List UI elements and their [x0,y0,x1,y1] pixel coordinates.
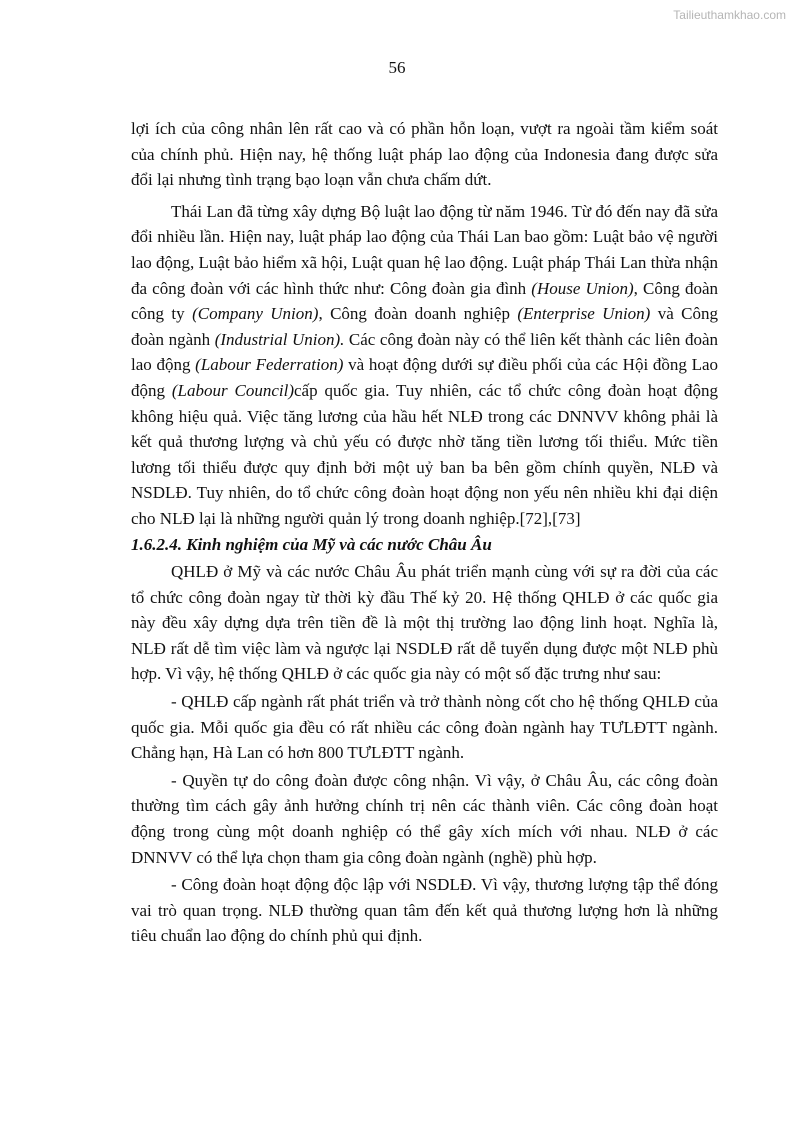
text-span: , Công đoàn công ty [131,278,719,324]
text-span: và Công đoàn ngành [131,304,718,349]
text-span: cấp quốc gia. Tuy nhiên, các tổ chức công đoàn hoạt động không hiệu quả. Việc tăng lương của hầu hết NLĐ trong các DNNVV không phải là kết quả thương lượng và chủ yếu có được nhờ tăng tiền lương tối thiểu. Mức tiền lương tối thiểu được quy định bởi một uỷ ban ba bên gồm chính quyền, NLĐ và NSDLĐ. Tuy nhiên, do tổ chức công đoàn hoạt động non yếu nên nhiều khi đại diện cho NLĐ lại là những người quản lý trong doanh nghiệp.[72],[73] [131,380,718,528]
list-item: - Quyền tự do công đoàn được công nhận. Vì vậy, ở Châu Âu, các công đoàn thường tìm cách gây ảnh hưởng chính trị nên các thành viên. Các công đoàn hoạt động trong cùng một doanh nghiệp có thể gây xích mích với nhau. NLĐ ở các DNNVV có thể lựa chọn tham gia công đoàn ngành (nghề) phù hợp. [131,770,718,867]
document-body [131,116,718,949]
section-heading: 1.6.2.4. Kinh nghiệm của Mỹ và các nước Châu Âu [131,534,492,554]
term-labour-federation: (Labour Federration) [195,355,344,375]
text-span: Các công đoàn này có thể liên kết thành các liên đoàn lao động [131,329,718,375]
list-item: - Công đoàn hoạt động độc lập với NSDLĐ. Vì vậy, thương lượng tập thể đóng vai trò quan trọng. NLĐ thường quan tâm đến kết quả thương lượng hơn là những tiêu chuẩn lao động do chính phủ qui định. [131,875,718,946]
paragraph-us-europe: QHLĐ ở Mỹ và các nước Châu Âu phát triển mạnh cùng với sự ra đời của các tổ chức công đoàn ngay từ thời kỳ đầu Thế kỷ 20. Hệ thống QHLĐ ở các quốc gia này đều xây dựng dựa trên tiền đề là một thị trường lao động linh hoạt. Nghĩa là, NLĐ rất dễ tìm việc làm và ngược lại NSDLĐ rất dễ tuyển dụng được một NLĐ phù hợp. Vì vậy, hệ thống QHLĐ ở các quốc gia này có một số đặc trưng như sau: [131,562,718,684]
term-labour-council: (Labour Council) [171,380,295,400]
paragraph-thailand [131,199,718,532]
page-number: 56 [388,58,406,77]
term-house-union: (House Union) [531,278,634,298]
list-item: - QHLĐ cấp ngành rất phát triển và trở thành nòng cốt cho hệ thống QHLĐ của quốc gia. Mỗi quốc gia đều có rất nhiều các công đoàn ngành hay TƯLĐTT ngành. Chẳng hạn, Hà Lan có hơn 800 TƯLĐTT ngành. [131,692,718,763]
paragraph-indonesia: lợi ích của công nhân lên rất cao và có phần hỗn loạn, vượt ra ngoài tầm kiểm soát của chính phủ. Hiện nay, hệ thống luật pháp lao động của Indonesia đang được sửa đổi lại nhưng tình trạng bạo loạn vẫn chưa chấm dứt. [131,119,718,190]
text-span: và hoạt động dưới sự điều phối của các Hội đồng Lao động [131,355,719,400]
term-enterprise-union: (Enterprise Union) [517,304,651,324]
term-company-union: (Company Union) [192,304,319,324]
text-span: Thái Lan đã từng xây dựng Bộ luật lao động từ năm 1946. Từ đó đến nay đã sửa đổi nhiều lần. Hiện nay, luật pháp lao động của Thái Lan bao gồm: Luật bảo vệ người lao động, Luật bảo hiểm xã hội, Luật quan hệ lao động. Luật pháp Thái Lan thừa nhận đa công đoàn với các hình thức như: Công đoàn gia đình [131,201,718,298]
watermark-text: Tailieuthamkhao.com [673,8,786,22]
text-span: , Công đoàn doanh nghiệp [318,304,518,324]
term-industrial-union: (Industrial Union). [214,329,345,349]
